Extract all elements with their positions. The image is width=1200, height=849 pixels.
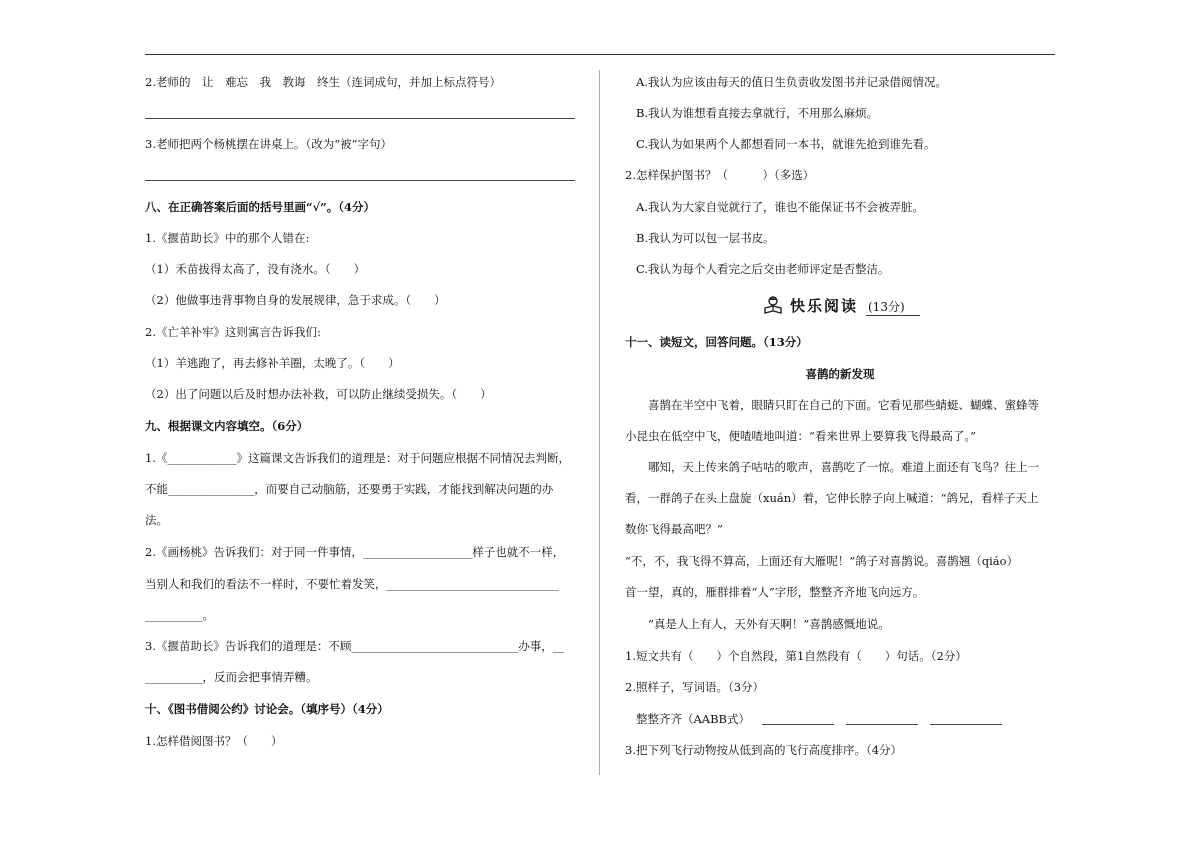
passage-line6: “不，不，我飞得不算高，上面还有大雁呢！”鸽子对喜鹊说。喜鹊翘（qiáo）	[625, 554, 1019, 568]
passage-line8: “真是人上有人，天外有天啊！”喜鹊感慨地说。	[625, 617, 890, 631]
section11-header: 十一、读短文，回答问题。（13分）	[625, 335, 808, 349]
section11-q2: 2.照样子，写词语。（3分）	[625, 680, 765, 694]
section11-q3: 3.把下列飞行动物按从低到高的飞行高度排序。（4分）	[625, 743, 903, 757]
section9-line8[interactable]: __________，反而会把事情弄糟。	[145, 670, 318, 684]
section10-q1-option-b[interactable]: B.我认为谁想看直接去拿就行，不用那么麻烦。	[636, 106, 879, 120]
passage-line2: 小昆虫在低空中飞，便喳喳地叫道：“看来世界上要算我飞得最高了。”	[625, 429, 977, 443]
banner-underline	[866, 315, 920, 316]
top-rule	[145, 54, 1055, 55]
section8-q2-option2[interactable]: （2）出了问题以后及时想办法补救，可以防止继续受损失。（ ）	[145, 387, 492, 401]
left-q2: 2.老师的 让 难忘 我 教诲 终生（连词成句，并加上标点符号）	[145, 75, 501, 89]
section10-q2-option-a[interactable]: A.我认为大家自觉就行了，谁也不能保证书不会被弄脏。	[636, 200, 924, 214]
left-q3: 3.老师把两个杨桃摆在讲桌上。（改为“被”字句）	[145, 137, 392, 151]
answer-line-q2[interactable]	[145, 118, 575, 119]
section11-q2-example: 整整齐齐（AABB式）	[636, 712, 751, 726]
passage-title: 喜鹊的新发现	[805, 367, 875, 381]
banner-score: (13分)	[868, 300, 905, 314]
section10-q2-option-b[interactable]: B.我认为可以包一层书皮。	[636, 231, 775, 245]
section9-line4[interactable]: 2.《画杨桃》告诉我们：对于同一件事情，___________________样子也就不一样，	[145, 545, 565, 559]
section8-q2: 2.《亡羊补牢》这则寓言告诉我们:	[145, 325, 321, 339]
section10-q2-option-c[interactable]: C.我认为每个人看完之后交由老师评定是否整洁。	[636, 262, 890, 276]
section10-q1: 1.怎样借阅图书？（ ）	[145, 734, 283, 748]
answer-line-q3[interactable]	[145, 180, 575, 181]
reading-child-icon	[762, 296, 784, 316]
section8-q1: 1.《揠苗助长》中的那个人错在:	[145, 231, 310, 245]
section9-line7[interactable]: 3.《揠苗助长》告诉我们的道理是：不顾_____________________________办事，__	[145, 639, 565, 653]
word-blank-1[interactable]	[762, 724, 834, 725]
section11-q1[interactable]: 1.短文共有（ ）个自然段，第1自然段有（ ）句话。（2分）	[625, 649, 967, 663]
section8-q1-option1[interactable]: （1）禾苗拔得太高了，没有浇水。（ ）	[145, 262, 366, 276]
section9-line3: 法。	[145, 513, 168, 527]
happy-reading-banner	[762, 296, 922, 318]
passage-line4: 看，一群鸽子在头上盘旋（xuán）着，它伸长脖子向上喊道：“鸽兄，看样子天上	[625, 491, 1039, 505]
section10-q1-option-c[interactable]: C.我认为如果两个人都想看同一本书，就谁先抢到谁先看。	[636, 137, 936, 151]
column-divider	[599, 70, 600, 775]
section8-q1-option2[interactable]: （2）他做事违背事物自身的发展规律，急于求成。（ ）	[145, 293, 446, 307]
section9-line1[interactable]: 1.《____________》这篇课文告诉我们的道理是：对于问题应根据不同情况去判断，	[145, 451, 570, 465]
section8-q2-option1[interactable]: （1）羊逃跑了，再去修补羊圈，太晚了。（ ）	[145, 356, 400, 370]
passage-line3: 哪知，天上传来鸽子咕咕的歌声，喜鹊吃了一惊。难道上面还有飞鸟？往上一	[625, 460, 1039, 474]
section9-line5[interactable]: 当别人和我们的看法不一样时，不要忙着发笑，______________________________	[145, 577, 559, 591]
section9-line6[interactable]: __________。	[145, 608, 214, 622]
passage-line7: 首一望，真的，雁群排着“人”字形，整整齐齐地飞向远方。	[625, 585, 925, 599]
passage-line5: 数你飞得最高吧？”	[625, 522, 723, 536]
word-blank-3[interactable]	[930, 724, 1002, 725]
word-blank-2[interactable]	[846, 724, 918, 725]
section9-header: 九、根据课文内容填空。（6分）	[145, 419, 309, 433]
section9-line2[interactable]: 不能_______________，而要自己动脑筋，还要勇于实践，才能找到解决问题的办	[145, 482, 554, 496]
banner-title: 快乐阅读	[790, 297, 859, 315]
section10-header: 十、《图书借阅公约》讨论会。（填序号）（4分）	[145, 702, 389, 716]
section10-q2: 2.怎样保护图书？（ ）（多选）	[625, 168, 815, 182]
passage-line1: 喜鹊在半空中飞着，眼睛只盯在自己的下面。它看见那些蜻蜓、蝴蝶、蜜蜂等	[625, 398, 1039, 412]
section10-q1-option-a[interactable]: A.我认为应该由每天的值日生负责收发图书并记录借阅情况。	[636, 75, 947, 89]
section8-header: 八、在正确答案后面的括号里画“√”。（4分）	[145, 200, 376, 214]
